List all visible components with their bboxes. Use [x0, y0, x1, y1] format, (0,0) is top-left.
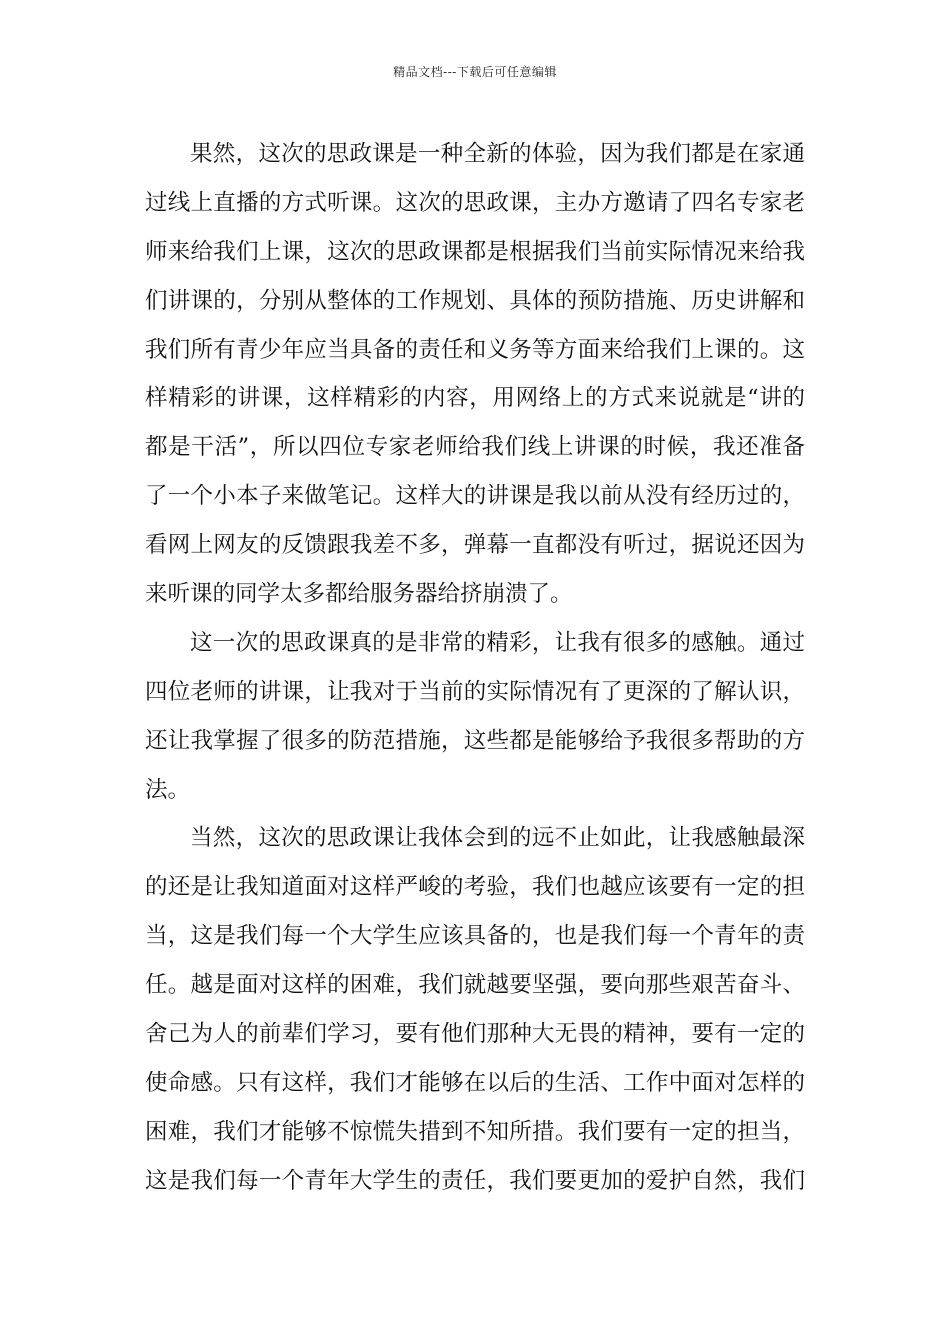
- text-line: 都是干活”，所以四位专家老师给我们线上讲课的时候，我还准备: [145, 434, 805, 461]
- text-line: 过线上直播的方式听课。这次的思政课，主办方邀请了四名专家老: [145, 189, 805, 216]
- text-line: 了一个小本子来做笔记。这样大的讲课是我以前从没有经历过的，: [145, 483, 805, 510]
- text-line: 当，这是我们每一个大学生应该具备的，也是我们每一个青年的责: [145, 923, 805, 950]
- text-line: 四位老师的讲课，让我对于当前的实际情况有了更深的了解认识，: [145, 678, 805, 705]
- text-line: 舍己为人的前辈们学习，要有他们那种大无畏的精神，要有一定的: [145, 1021, 805, 1048]
- page-header: 精品文档---下载后可任意编辑: [393, 65, 557, 79]
- text-line: 果然，这次的思政课是一种全新的体验，因为我们都是在家通: [190, 141, 805, 167]
- text-line: 的还是让我知道面对这样严峻的考验，我们也越应该要有一定的担: [145, 874, 805, 901]
- text-line: 们讲课的，分别从整体的工作规划、具体的预防措施、历史讲解和: [145, 287, 805, 314]
- text-line: 困难，我们才能够不惊慌失措到不知所措。我们要有一定的担当，: [145, 1118, 805, 1145]
- text-line: 当然，这次的思政课让我体会到的远不止如此，让我感触最深: [190, 825, 805, 852]
- paragraph-1: [145, 130, 805, 619]
- text-line: 使命感。只有这样，我们才能够在以后的生活、工作中面对怎样的: [145, 1069, 805, 1096]
- text-line: 任。越是面对这样的困难，我们就越要坚强，要向那些艰苦奋斗、: [145, 972, 805, 999]
- paragraph-3: [145, 814, 805, 1205]
- document-body: [145, 130, 805, 1206]
- text-line: 看网上网友的反馈跟我差不多，弹幕一直都没有听过，据说还因为: [145, 532, 805, 559]
- text-line: 来听课的同学太多都给服务器给挤崩溃了。: [145, 581, 573, 608]
- text-line: 这是我们每一个青年大学生的责任，我们要更加的爱护自然，我们: [145, 1167, 805, 1194]
- text-line: 这一次的思政课真的是非常的精彩，让我有很多的感触。通过: [190, 629, 805, 656]
- text-line: 师来给我们上课，这次的思政课都是根据我们当前实际情况来给我: [145, 238, 805, 265]
- text-line: 我们所有青少年应当具备的责任和义务等方面来给我们上课的。这: [145, 336, 805, 363]
- paragraph-2: [145, 619, 805, 815]
- text-line: 还让我掌握了很多的防范措施，这些都是能够给予我很多帮助的方: [145, 727, 805, 754]
- text-line: 样精彩的讲课，这样精彩的内容，用网络上的方式来说就是“讲的: [145, 385, 805, 412]
- text-line: 法。: [145, 776, 191, 803]
